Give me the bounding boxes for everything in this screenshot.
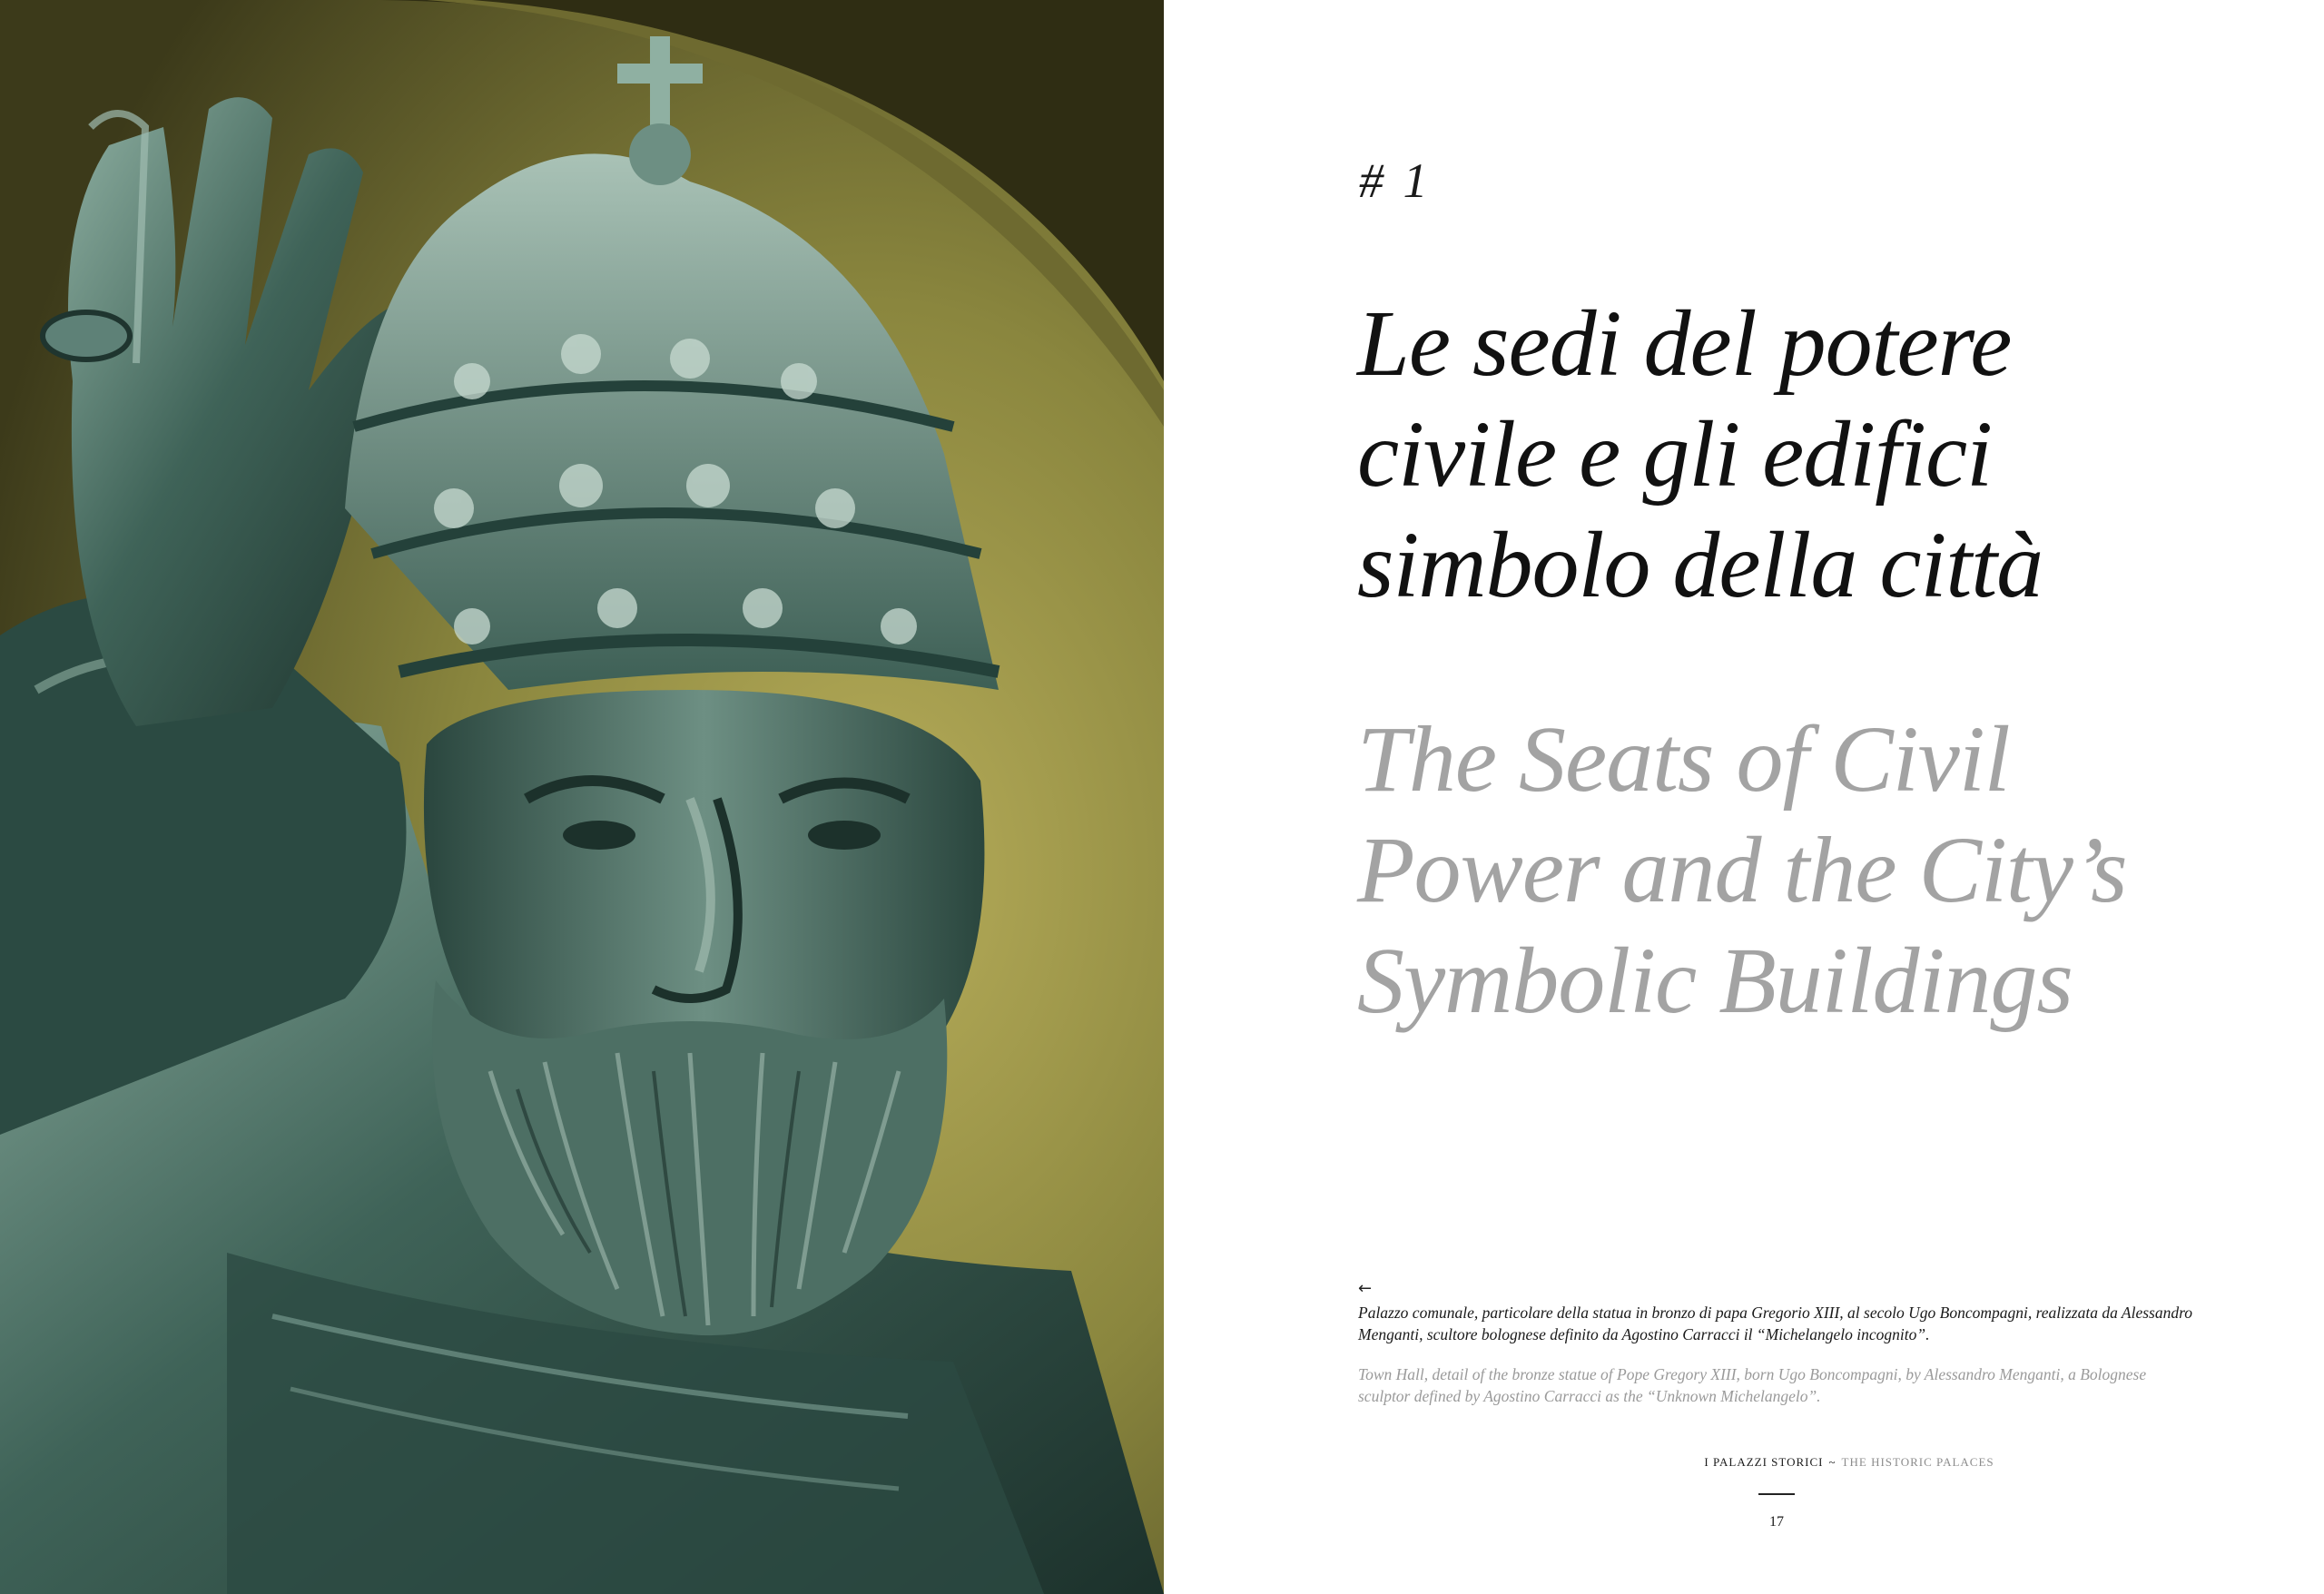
left-arrow-icon: ← — [1358, 1279, 1373, 1298]
footer-divider — [1758, 1493, 1795, 1495]
photo-caption — [1358, 1280, 2193, 1407]
title-italian-line: simbolo della città — [1357, 513, 2043, 617]
text-page — [1164, 0, 2324, 1594]
section-name-italian: I PALAZZI STORICI — [1704, 1455, 1824, 1469]
section-name-english: THE HISTORIC PALACES — [1841, 1455, 1994, 1469]
running-head — [1622, 1455, 2076, 1470]
caption-english: Town Hall, detail of the bronze statue of Pope Gregory XIII, born Ugo Boncompagni, by Alessandro Menganti, a Bolognese sculptor defined by Agostino Carracci as the “Unknown Michelangelo”. — [1358, 1365, 2147, 1405]
chapter-number: # 1 — [1359, 153, 1432, 208]
section-separator: ~ — [1828, 1455, 1837, 1469]
title-italian-line: Le sedi del potere — [1357, 291, 2012, 396]
title-italian — [1357, 289, 2265, 621]
page-number: 17 — [1769, 1514, 1784, 1530]
title-english — [1357, 704, 2301, 1037]
title-english-line: The Seats of Civil — [1357, 707, 2010, 812]
caption-italian: Palazzo comunale, particolare della statua in bronzo di papa Gregorio XIII, al secolo Ugo Boncompagni, realizzata da Alessandro Menganti, scultore bolognese definito da Agostino Carracci il “Michelangelo incognito”. — [1358, 1304, 2193, 1343]
title-italian-line: civile e gli edifici — [1357, 402, 1993, 507]
title-english-line: Symbolic Buildings — [1357, 929, 2073, 1033]
title-english-line: Power and the City’s — [1357, 818, 2127, 922]
